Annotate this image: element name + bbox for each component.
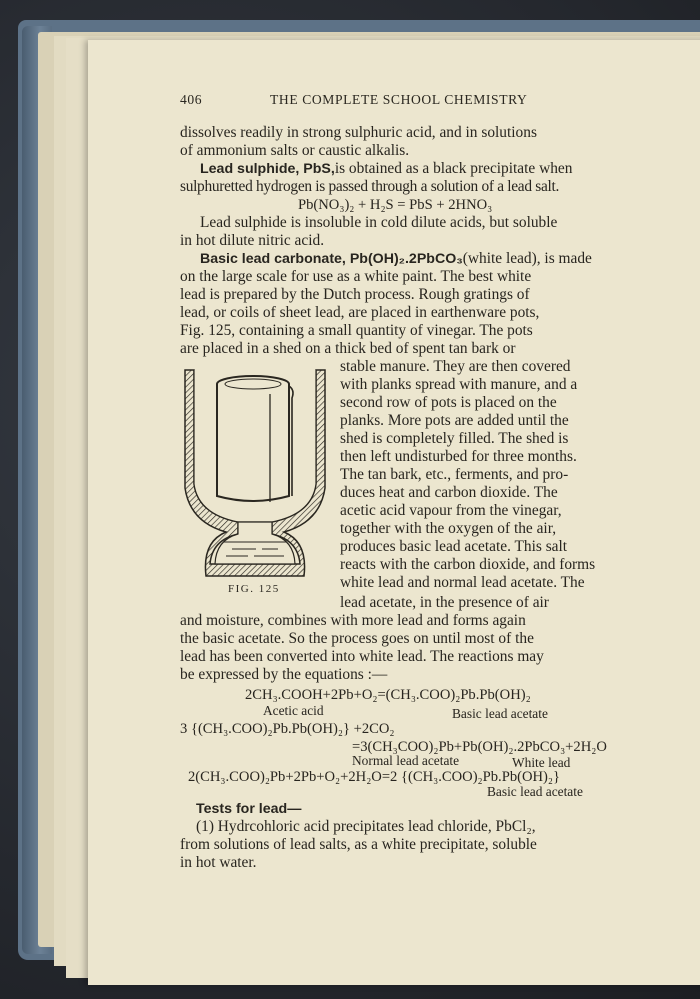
text-line <box>196 800 674 818</box>
text-line: be expressed by the equations :— <box>180 666 388 683</box>
text-line: stable manure. They are then covered <box>340 358 571 375</box>
term-lead-sulphide: Lead sulphide, PbS, <box>200 161 335 177</box>
running-title: THE COMPLETE SCHOOL CHEMISTRY <box>270 92 528 107</box>
heading-tests-for-lead: Tests for lead— <box>196 801 302 817</box>
text-line <box>200 250 658 268</box>
equation-2-part-a: 3 {(CH₃.COO)₂Pb.Pb(OH)₂} +2CO₂ <box>180 721 395 737</box>
text-line: then left undisturbed for three months. <box>340 448 577 465</box>
text-line: planks. More pots are added until the <box>340 412 569 429</box>
figure-caption: FIG. 125 <box>228 583 280 595</box>
text-line: together with the oxygen of the air, <box>340 520 557 537</box>
equation-2-label-normal-lead-acetate: Normal lead acetate <box>352 753 460 768</box>
page-number: 406 <box>180 92 203 107</box>
text-line: second row of pots is placed on the <box>340 394 557 411</box>
text-line: produces basic lead acetate. This salt <box>340 538 568 555</box>
text-line: dissolves readily in strong sulphuric acid, and in solutions <box>180 124 537 141</box>
text-line: are placed in a shed on a thick bed of spent tan bark or <box>180 340 516 357</box>
text-line: in hot water. <box>180 854 257 871</box>
text-line: from solutions of lead salts, as a white precipitate, soluble <box>180 836 537 853</box>
text-line: reacts with the carbon dioxide, and forms <box>340 556 596 573</box>
text-line: white lead and normal lead acetate. The <box>340 574 585 591</box>
text-line: lead acetate, in the presence of air <box>340 594 549 611</box>
text-line: lead has been converted into white lead. The reactions may <box>180 648 544 665</box>
text-line: of ammonium salts or caustic alkalis. <box>180 142 410 159</box>
text-line: Fig. 125, containing a small quantity of vinegar. The pots <box>180 322 533 339</box>
lead-coil <box>217 384 289 501</box>
text-line: lead is prepared by the Dutch process. Rough gratings of <box>180 286 530 303</box>
text-line: on the large scale for use as a white paint. The best white <box>180 268 532 285</box>
text-line: Lead sulphide is insoluble in cold dilute acids, but soluble <box>200 214 558 231</box>
equation-1-label-basic-lead-acetate: Basic lead acetate <box>452 706 548 721</box>
text-run: (white lead), is made <box>462 250 592 267</box>
equation-2-part-b: =3(CH₃COO)₂Pb+Pb(OH)₂.2PbCO₃+2H₂O <box>352 739 607 755</box>
equation-3-label-basic-lead-acetate: Basic lead acetate <box>487 784 583 799</box>
text-line: (1) Hydrcohloric acid precipitates lead chloride, PbCl₂, <box>196 818 536 835</box>
text-line: and moisture, combines with more lead and forms again <box>180 612 526 629</box>
term-basic-lead-carbonate: Basic lead carbonate, Pb(OH)₂.2PbCO₃ <box>200 251 463 267</box>
equation-1-label-acetic-acid: Acetic acid <box>263 703 324 718</box>
text-line: acetic acid vapour from the vinegar, <box>340 502 562 519</box>
equation-2-label-white-lead: White lead <box>512 755 571 770</box>
text-line: in hot dilute nitric acid. <box>180 232 325 249</box>
figure-earthenware-pot <box>180 364 330 584</box>
text-line: duces heat and carbon dioxide. The <box>340 484 558 501</box>
text-line: the basic acetate. So the process goes on until most of the <box>180 630 534 647</box>
text-line <box>200 160 658 178</box>
text-line: lead, or coils of sheet lead, are placed in earthenware pots, <box>180 304 540 321</box>
text-line: sulphuretted hydrogen is passed through a solution of a lead salt. <box>180 178 559 195</box>
text-line: with planks spread with manure, and a <box>340 376 578 393</box>
equation-3: 2(CH₃.COO)₂Pb+2Pb+O₂+2H₂O=2 {(CH₃.COO)₂Pb.Pb(OH)₂} <box>188 769 561 785</box>
equation-1: 2CH₃.COOH+2Pb+O₂=(CH₃.COO)₂Pb.Pb(OH)₂ <box>245 687 531 703</box>
text-line: The tan bark, etc., ferments, and pro- <box>340 466 569 483</box>
equation-lead-sulphide: Pb(NO₃)₂ + H₂S = PbS + 2HNO₃ <box>298 197 493 213</box>
text-run: is obtained as a black precipitate when <box>334 160 573 177</box>
text-line: shed is completely filled. The shed is <box>340 430 569 447</box>
